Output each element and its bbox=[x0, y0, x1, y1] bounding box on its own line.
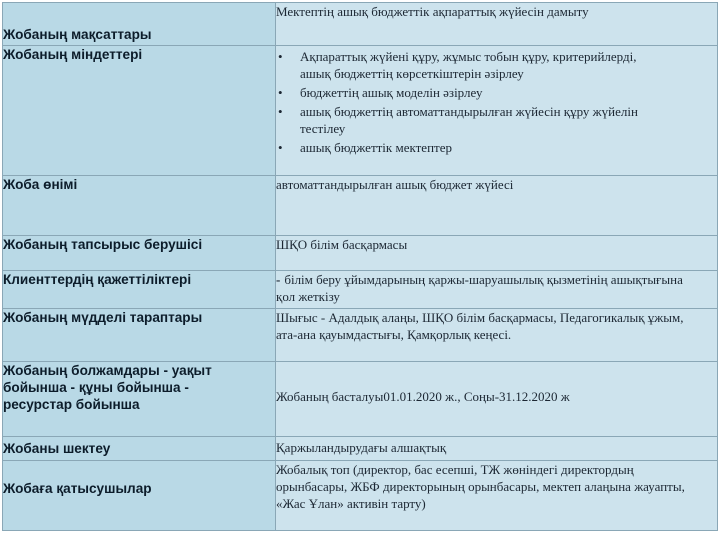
table-row bbox=[3, 176, 718, 236]
task-1-line-1: Ақпараттық жүйені құру, жұмыс тобын құру, критерийлерді, bbox=[300, 49, 637, 64]
table-row bbox=[3, 236, 718, 271]
task-bullet-2 bbox=[276, 84, 717, 101]
client-needs-line-1: білім беру ұйымдарының қаржы-шаруашылық қызметінің ашықтығына bbox=[284, 272, 683, 287]
project-table bbox=[2, 2, 718, 531]
row-label-participants: Жобаға қатысушылар bbox=[3, 461, 276, 531]
row-label-constraints: Жобаны шектеу bbox=[3, 437, 276, 461]
table-row bbox=[3, 362, 718, 437]
row-value-client-needs bbox=[276, 271, 718, 309]
task-1-line-2: ашық бюджеттің көрсеткіштерін әзірлеу bbox=[300, 66, 524, 81]
dash-marker: - bbox=[276, 272, 281, 287]
task-3-line-1: ашық бюджеттің автоматтандырылған жүйесін құру жүйелін bbox=[300, 104, 638, 119]
stakeholders-line-2: ата-ана қауымдастығы, Қамқорлық кеңесі. bbox=[276, 327, 512, 342]
row-label-product: Жоба өнімі bbox=[3, 176, 276, 236]
table-row bbox=[3, 3, 718, 46]
row-value-customer: ШҚО білім басқармасы bbox=[276, 236, 718, 271]
task-bullet-4 bbox=[276, 139, 717, 156]
row-label-goals: Жобаның мақсаттары bbox=[3, 3, 276, 46]
row-label-tasks: Жобаның міндеттері bbox=[3, 46, 276, 176]
row-label-client-needs: Клиенттердің қажеттіліктері bbox=[3, 271, 276, 309]
task-3-line-2: тестілеу bbox=[300, 121, 346, 136]
task-bullet-3 bbox=[276, 103, 717, 137]
table-row bbox=[3, 309, 718, 362]
participants-line-2: орынбасары, ЖБФ директорының орынбасары, мектеп алаңына жауапты, bbox=[276, 479, 685, 494]
assumptions-label-line-3: ресурстар бойынша bbox=[3, 397, 140, 412]
row-label-assumptions bbox=[3, 362, 276, 437]
participants-line-3: «Жас Ұлан» активін тарту) bbox=[276, 496, 426, 511]
row-value-stakeholders bbox=[276, 309, 718, 362]
table-row bbox=[3, 271, 718, 309]
row-value-goals: Мектептің ашық бюджеттік ақпараттық жүйесін дамыту bbox=[276, 3, 718, 46]
stakeholders-line-1: Шығыс - Адалдық алаңы, ШҚО білім басқармасы, Педагогикалық ұжым, bbox=[276, 310, 684, 325]
row-value-constraints: Қаржыландырудағы алшақтық bbox=[276, 437, 718, 461]
table-row bbox=[3, 437, 718, 461]
row-value-tasks bbox=[276, 46, 718, 176]
task-2-line-1: бюджеттің ашық моделін әзірлеу bbox=[300, 85, 483, 100]
table-row bbox=[3, 461, 718, 531]
assumptions-label-line-2: бойынша - құны бойынша - bbox=[3, 380, 189, 395]
client-needs-line-2: қол жеткізу bbox=[276, 289, 340, 304]
row-value-product: автоматтандырылған ашық бюджет жүйесі bbox=[276, 176, 718, 236]
table-row bbox=[3, 46, 718, 176]
participants-line-1: Жобалық топ (директор, бас есепші, ТЖ жөніндегі директордың bbox=[276, 462, 634, 477]
row-label-stakeholders: Жобаның мүдделі тараптары bbox=[3, 309, 276, 362]
task-4-line-1: ашық бюджеттік мектептер bbox=[300, 140, 452, 155]
row-label-customer: Жобаның тапсырыс берушісі bbox=[3, 236, 276, 271]
assumptions-label-line-1: Жобаның болжамдары - уақыт bbox=[3, 363, 212, 378]
row-value-assumptions: Жобаның басталуы01.01.2020 ж., Соңы-31.12.2020 ж bbox=[276, 362, 718, 437]
task-bullet-1 bbox=[276, 48, 717, 82]
row-value-participants bbox=[276, 461, 718, 531]
